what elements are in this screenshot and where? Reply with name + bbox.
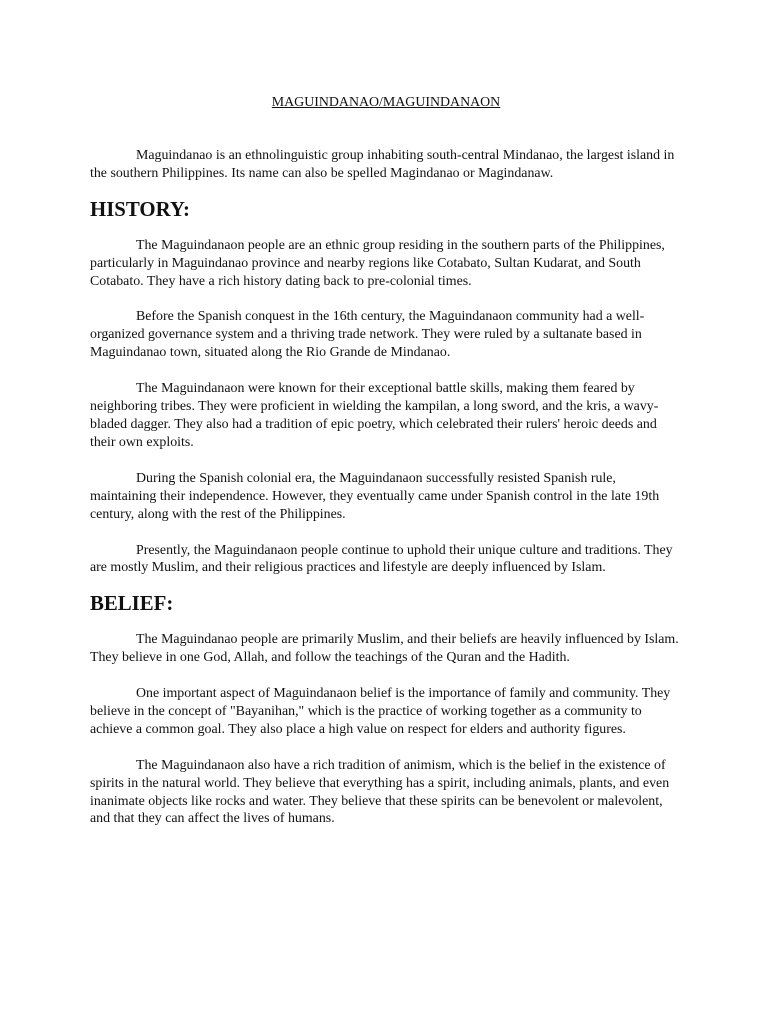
document-page [90,94,682,828]
history-heading: HISTORY: [90,196,190,221]
spacer [90,667,682,685]
belief-paragraph: One important aspect of Maguindanaon belief is the importance of family and community. They believe in the concept of "Bayanihan," which is the practice of working together as a community to achieve a common goal. They also place a high value on respect for elders and authority figures. [90,686,671,737]
history-paragraph: The Maguindanaon were known for their exceptional battle skills, making them feared by neighboring tribes. They were proficient in wielding the kampilan, a long sword, and the kris, a wavy-bladed dagger. They also had a tradition of epic poetry, which celebrated their rulers' heroic deeds and their own exploits. [90,381,659,450]
spacer [90,613,682,631]
history-paragraph: Before the Spanish conquest in the 16th century, the Maguindanaon community had a well-organized governance system and a thriving trade network. They were ruled by a sultanate based in Maguindanao town, situated along the Rio Grande de Mindanao. [90,309,645,361]
belief-paragraph: The Maguindanaon also have a rich tradition of animism, which is the belief in the existence of spirits in the natural world. They believe that everything has a spirit, including animals, plants, and even inanimate objects like rocks and water. They believe that these spirits can be benevolent or malevolent, and that they can affect the lives of humans. [90,757,670,827]
spacer [90,452,682,470]
intro-paragraph: Maguindanao is an ethnolinguistic group inhabiting south-central Mindanao, the largest island in the southern Philippines. Its name can also be spelled Magindanao or Magindanaw. [90,148,675,181]
spacer [90,362,682,380]
document-title: MAGUINDANAO/MAGUINDANAON [271,95,501,110]
spacer [90,577,682,595]
spacer [90,112,682,147]
belief-paragraph: The Maguindanao people are primarily Muslim, and their beliefs are heavily influenced by Islam. They believe in one God, Allah, and follow the teachings of the Quran and the Hadith. [90,632,679,666]
history-paragraph: During the Spanish colonial era, the Maguindanaon successfully resisted Spanish rule, maintaining their independence. However, they eventually came under Spanish control in the late 19th century, along with the rest of the Philippines. [90,470,660,522]
history-paragraph: The Maguindanaon people are an ethnic group residing in the southern parts of the Philippines, particularly in Maguindanao province and nearby regions like Cotabato, Sultan Kudarat, and South Cotabato. They have a rich history dating back to pre-colonial times. [90,237,665,289]
history-paragraph: Presently, the Maguindanaon people continue to uphold their unique culture and traditions. They are mostly Muslim, and their religious practices and lifestyle are deeply influenced by Islam. [90,542,673,576]
spacer [90,524,682,542]
spacer [90,219,682,237]
spacer [90,290,682,308]
belief-heading: BELIEF: [90,591,174,616]
spacer [90,739,682,757]
